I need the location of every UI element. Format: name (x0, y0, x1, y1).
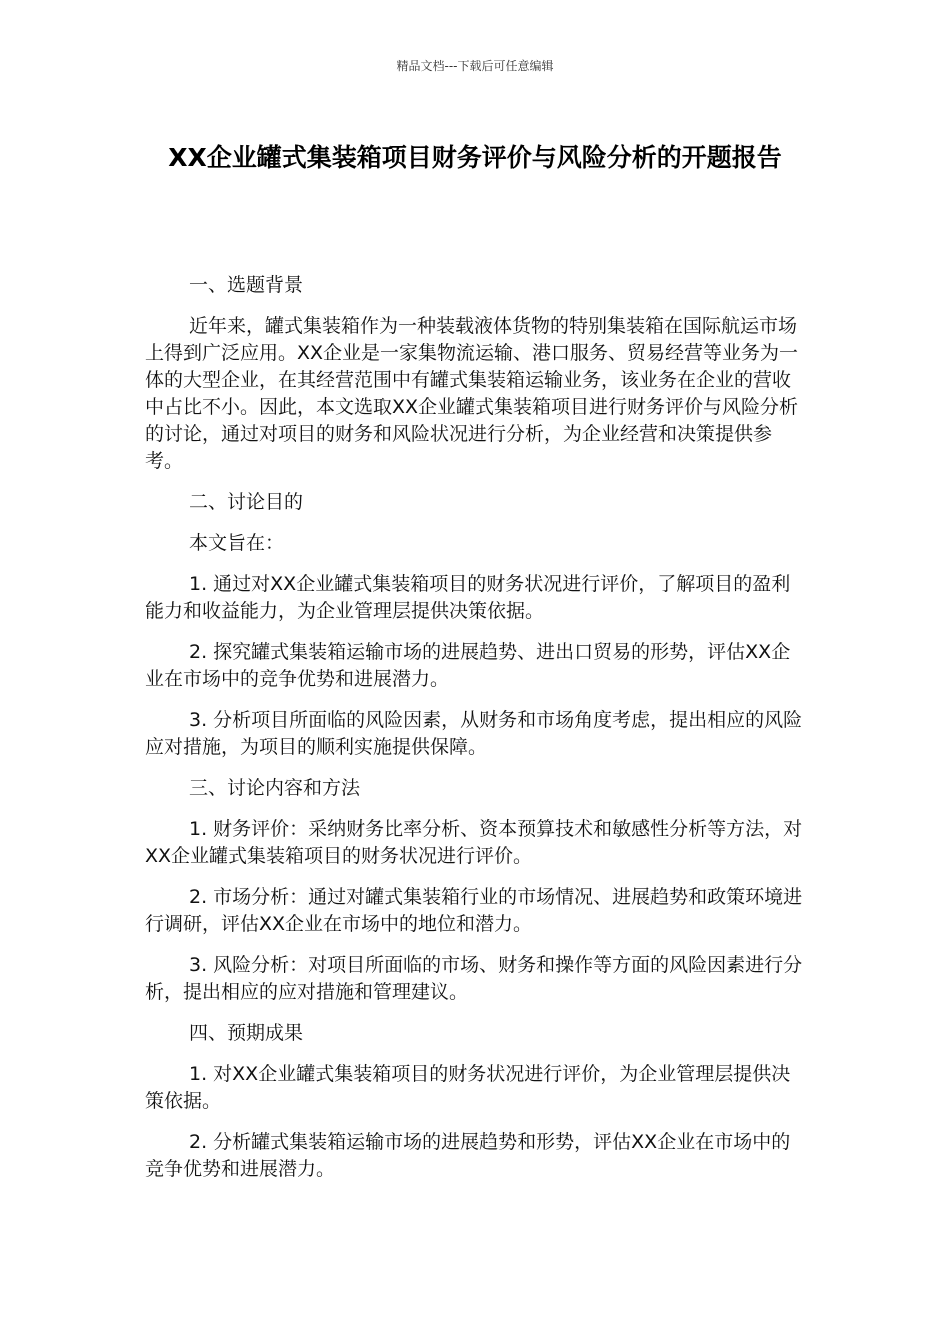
paragraph: 本文旨在： (189, 532, 285, 554)
list-item: 3. 分析项目所面临的风险因素，从财务和市场角度考虑，提出相应的风险应对措施，为项目的顺利实施提供保障。 (145, 709, 803, 758)
section-purpose (145, 489, 803, 761)
list-item: 2. 市场分析：通过对罐式集装箱行业的市场情况、进展趋势和政策环境进行调研，评估XX企业在市场中的地位和潜力。 (145, 886, 803, 935)
section-heading: 二、讨论目的 (189, 491, 304, 513)
list-item: 1. 财务评价：采纳财务比率分析、资本预算技术和敏感性分析等方法，对XX企业罐式集装箱项目的财务状况进行评价。 (145, 818, 803, 867)
section-heading: 三、讨论内容和方法 (189, 777, 361, 799)
list-item: 2. 探究罐式集装箱运输市场的进展趋势、进出口贸易的形势，评估XX企业在市场中的竞争优势和进展潜力。 (145, 641, 791, 690)
section-content-methods (145, 775, 803, 1006)
document-body (145, 272, 803, 1197)
list-item: 1. 通过对XX企业罐式集装箱项目的财务状况进行评价，了解项目的盈利能力和收益能力，为企业管理层提供决策依据。 (145, 573, 791, 622)
list-item: 2. 分析罐式集装箱运输市场的进展趋势和形势，评估XX企业在市场中的竞争优势和进展潜力。 (145, 1131, 791, 1180)
paragraph: 近年来，罐式集装箱作为一种装载液体货物的特别集装箱在国际航运市场上得到广泛应用。XX企业是一家集物流运输、港口服务、贸易经营等业务为一体的大型企业，在其经营范围中有罐式集装箱运输业务，该业务在企业的营收中占比不小。因此，本文选取XX企业罐式集装箱项目进行财务评价与风险分析的讨论，通过对项目的财务和风险状况进行分析，为企业经营和决策提供参考。 (145, 315, 799, 472)
section-heading: 四、预期成果 (189, 1022, 304, 1044)
document-title: XX企业罐式集装箱项目财务评价与风险分析的开题报告 (168, 143, 782, 172)
page-header-note: 精品文档---下载后可任意编辑 (396, 59, 554, 73)
section-expected-results (145, 1020, 803, 1183)
list-item: 1. 对XX企业罐式集装箱项目的财务状况进行评价，为企业管理层提供决策依据。 (145, 1063, 791, 1112)
list-item: 3. 风险分析：对项目所面临的市场、财务和操作等方面的风险因素进行分析，提出相应的应对措施和管理建议。 (145, 954, 803, 1003)
section-heading: 一、选题背景 (189, 274, 304, 296)
section-background (145, 272, 803, 475)
